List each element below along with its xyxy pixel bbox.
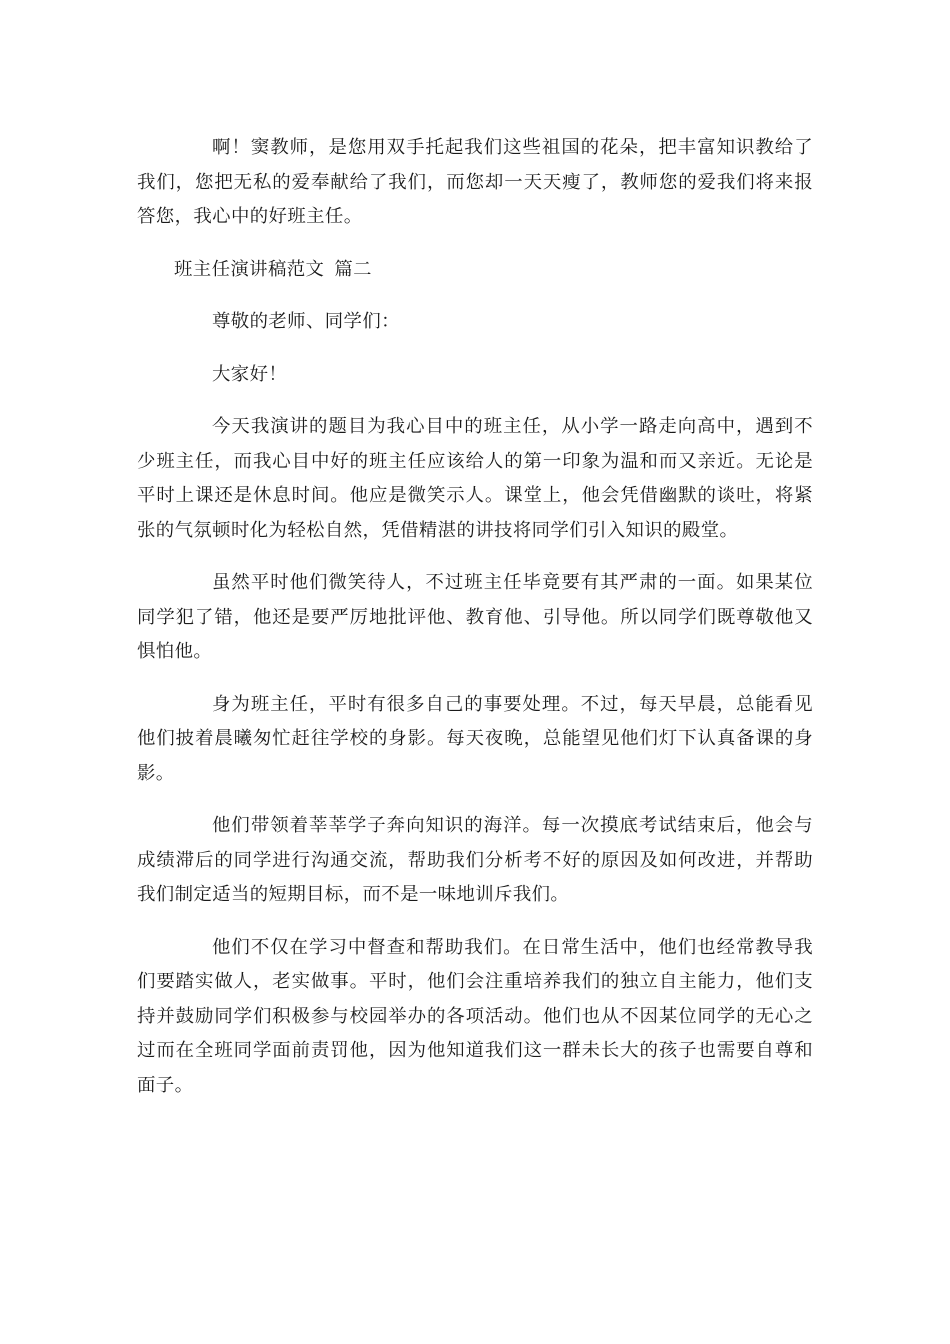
paragraph-body: 他们不仅在学习中督查和帮助我们。在日常生活中，他们也经常教导我们要踏实做人，老实做事。平时，他们会注重培养我们的独立自主能力，他们支持并鼓励同学们积极参与校园举办的各项活动。他们也从不因某位同学的无心之过而在全班同学面前责罚他，因为他知道我们这一群未长大的孩子也需要自尊和面子。: [137, 936, 813, 1096]
paragraph-salutation: 尊敬的老师、同学们：: [212, 311, 400, 332]
paragraph-tribute: 啊！窦教师，是您用双手托起我们这些祖国的花朵，把丰富知识教给了我们，您把无私的爱奉献给了我们，而您却一天天瘦了，教师您的爱我们将来报答您，我心中的好班主任。: [137, 137, 813, 227]
document-body: [137, 131, 813, 1121]
paragraph-body: 虽然平时他们微笑待人，不过班主任毕竟要有其严肃的一面。如果某位同学犯了错，他还是要严厉地批评他、教育他、引导他。所以同学们既尊敬他又惧怕他。: [137, 572, 813, 662]
section-heading-title: 班主任演讲稿范文: [174, 258, 325, 280]
paragraph-greeting: 大家好！: [212, 363, 288, 385]
section-heading: [137, 253, 813, 288]
paragraph-body: 身为班主任，平时有很多自己的事要处理。不过，每天早晨，总能看见他们披着晨曦匆忙赶往学校的身影。每天夜晚，总能望见他们灯下认真备课的身影。: [137, 693, 813, 784]
paragraph-body: 今天我演讲的题目为我心目中的班主任，从小学一路走向高中，遇到不少班主任，而我心目中好的班主任应该给人的第一印象为温和而又亲近。无论是平时上课还是休息时间。他应是微笑示人。课堂上，他会凭借幽默的谈吐，将紧张的气氛顿时化为轻松自然，凭借精湛的讲技将同学们引入知识的殿堂。: [137, 416, 813, 541]
section-heading-part: 篇二: [334, 258, 372, 280]
paragraph-body: 他们带领着莘莘学子奔向知识的海洋。每一次摸底考试结束后，他会与成绩滞后的同学进行沟通交流，帮助我们分析考不好的原因及如何改进，并帮助我们制定适当的短期目标，而不是一味地训斥我们。: [137, 815, 813, 905]
